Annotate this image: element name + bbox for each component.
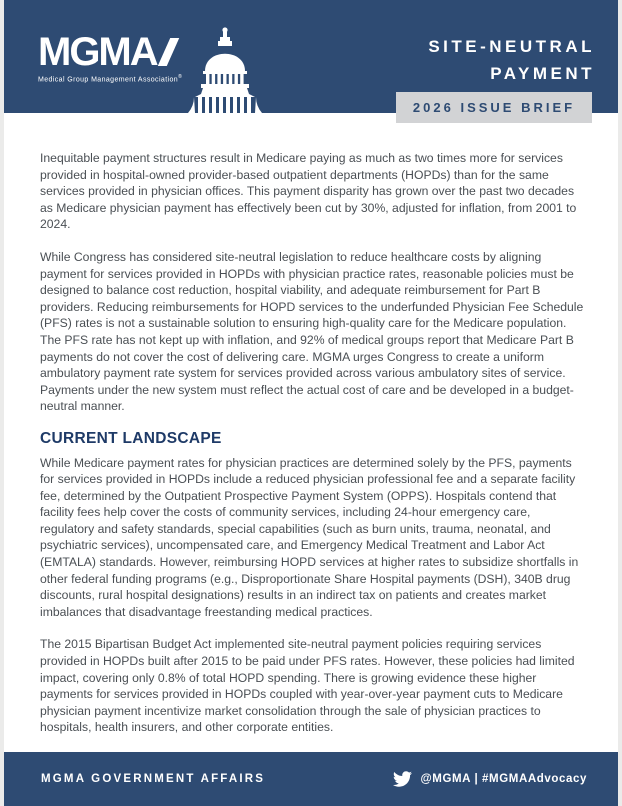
current-landscape-paragraph-2: The 2015 Bipartisan Budget Act implemented site-neutral payment policies requiring services provided in HOPDs built after 2015 to be paid under PFS rates. However, these policies had limited impact, covering only 0.8% of total HOPD spending. There is growing evidence these higher payments for services provided in HOPDs coupled with year-over-year payment cuts to Medicare physician payment incentivize market consolidation through the sale of physician practices to hospitals, health insurers, and other corporate entities. xyxy=(40,637,575,735)
document-body xyxy=(4,113,618,752)
mgma-logo-wedge-icon xyxy=(157,38,178,66)
brief-title-line2: PAYMENT xyxy=(490,64,595,83)
intro-paragraph-1: Inequitable payment structures result in Medicare paying as much as two times more for services provided in hospital-owned provider-based outpatient departments (HOPDs) than for the same services provided in physician offices. This payment disparity has grown over the past two decades as Medicare physician payment has effectively been cut by 30%, adjusted for inflation, from 2001 to 2024. xyxy=(40,151,577,232)
capitol-building-icon xyxy=(180,27,270,113)
brief-title-line1: SITE-NEUTRAL xyxy=(428,37,595,56)
brief-title xyxy=(428,33,595,87)
twitter-handle-text: @MGMA | #MGMAAdvocacy xyxy=(420,773,587,785)
registered-mark: ® xyxy=(178,74,183,80)
footer-social xyxy=(393,771,587,787)
mgma-logo-text: MGMA xyxy=(38,30,157,74)
mgma-logo-tagline: Medical Group Management Association® xyxy=(38,74,183,84)
current-landscape-paragraph-1: While Medicare payment rates for physician practices are determined solely by the PFS, payments for services provided in HOPDs include a reduced physician professional fee and a separate facility fee, determined by the Outpatient Prospective Payment System (OPPS). Hospitals contend that facility fees help cover the costs of community services, including 24-hour emergency care, regulatory and safety standards, special capabilities (such as burn units, trauma, neonatal, and psychiatric services), uncompensated care, and Emergency Medical Treatment and Labor Act (EMTALA) standards. However, reimbursing HOPD services at higher rates to subsidize shortfalls in other federal funding programs (e.g., Disproportionate Share Hospital payments (DSH), 340B drug discounts, rural hospital designations) results in an indirect tax on patients and creates market imbalances that disadvantage freestanding medical practices. xyxy=(40,455,579,619)
issue-brief-badge: 2026 ISSUE BRIEF xyxy=(396,92,592,123)
footer-left-text: MGMA GOVERNMENT AFFAIRS xyxy=(41,773,266,785)
header-band xyxy=(4,0,618,113)
twitter-icon xyxy=(393,771,412,787)
section-heading-current-landscape: CURRENT LANDSCAPE xyxy=(40,429,222,447)
intro-paragraph-2: While Congress has considered site-neutral legislation to reduce healthcare costs by aligning payment for services provided in HOPDs with physician practice rates, reasonable policies must be designed to balance cost reduction, hospital viability, and adequate reimbursement for Part B providers. Reducing reimbursements for HOPD services to the underfunded Physician Fee Schedule (PFS) rates is not a sustainable solution to ensuring high-quality care for the Medicare population. The PFS rate has not kept up with inflation, and 92% of medical groups report that Medicare Part B payments do not cover the cost of delivering care. MGMA urges Congress to create a uniform ambulatory payment rate system for services provided across various ambulatory sites of service. Payments under the new system must reflect the actual cost of care and be developed in a budget-neutral manner. xyxy=(40,249,584,414)
footer-band xyxy=(4,752,618,806)
mgma-logo xyxy=(38,32,182,83)
issue-brief-page xyxy=(4,0,618,805)
